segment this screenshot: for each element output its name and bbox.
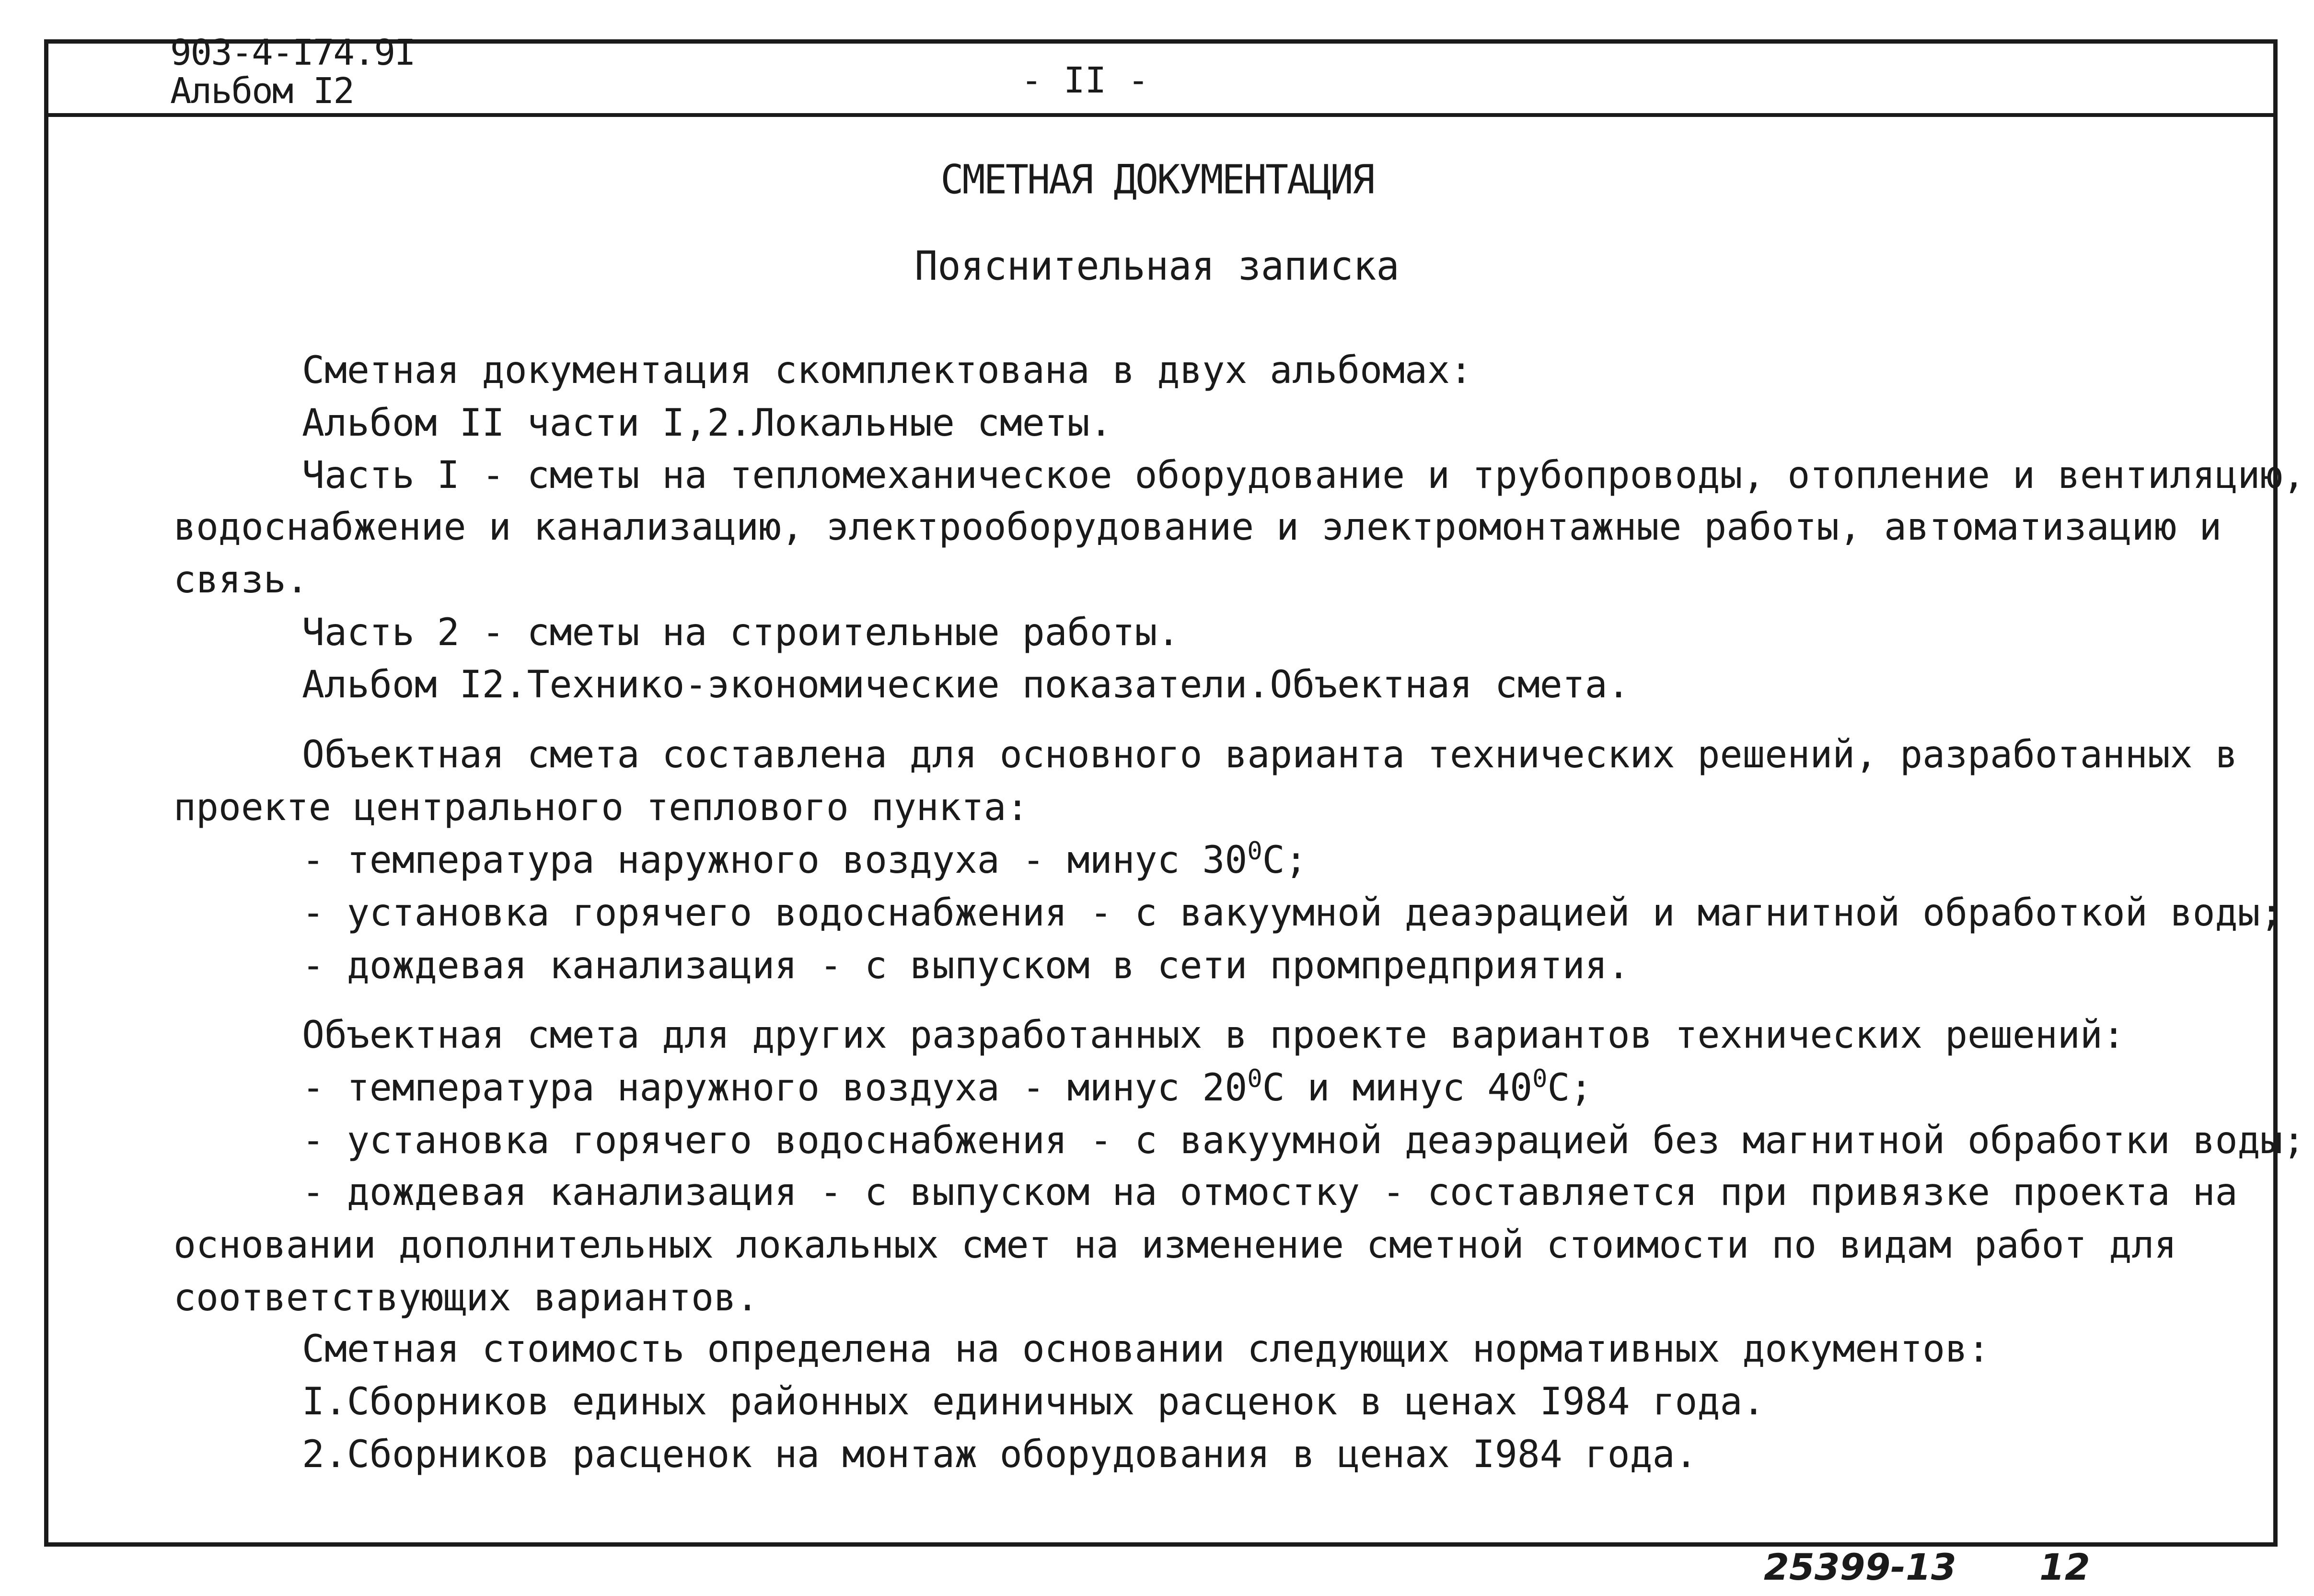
list-item xyxy=(302,1066,1592,1110)
paragraph-line: связь. xyxy=(174,558,309,601)
list-item-text: - температура наружного воздуха - минус 30 xyxy=(302,839,1248,882)
paragraph-line: соответствующих вариантов. xyxy=(174,1276,759,1319)
degree-sign: 0 xyxy=(1247,837,1262,866)
list-item: I.Сборников единых районных единичных расценок в ценах I984 года. xyxy=(302,1380,1765,1423)
document-subtitle: Пояснительная записка xyxy=(914,242,1400,289)
paragraph-line: проекте центрального теплового пункта: xyxy=(174,786,1029,829)
paragraph-line: Альбом I2.Технико-экономические показатели.Объектная смета. xyxy=(302,663,1630,706)
paragraph-line: водоснабжение и канализацию, электрооборудование и электромонтажные работы, автоматизацию и xyxy=(174,506,2222,549)
paragraph-line: Сметная документация скомплектована в двух альбомах: xyxy=(302,349,1472,392)
list-item: - дождевая канализация - с выпуском в сети промпредприятия. xyxy=(302,944,1630,987)
list-item-text: С и минус 40 xyxy=(1262,1066,1533,1110)
list-item: 2.Сборников расценок на монтаж оборудования в ценах I984 года. xyxy=(302,1433,1698,1476)
paragraph-line: основании дополнительных локальных смет на изменение сметной стоимости по видам работ для xyxy=(174,1224,2177,1267)
list-item-text: С; xyxy=(1547,1066,1593,1110)
list-item: - дождевая канализация - с выпуском на отмостку - составляется при привязке проекта на xyxy=(302,1171,2238,1214)
paragraph-line: Сметная стоимость определена на основании следующих нормативных документов: xyxy=(302,1328,1990,1371)
sheet-number-stamp: 12 xyxy=(2039,1546,2090,1588)
list-item: - установка горячего водоснабжения - с вакуумной деаэрацией и магнитной обработкой воды; xyxy=(302,891,2283,935)
list-item-text: С; xyxy=(1262,839,1307,882)
header-doc-info xyxy=(170,34,415,110)
list-item: - установка горячего водоснабжения - с вакуумной деаэрацией без магнитной обработки воды; xyxy=(302,1119,2305,1162)
album-label: Альбом I2 xyxy=(170,70,354,112)
degree-sign: 0 xyxy=(1247,1064,1262,1093)
list-item xyxy=(302,839,1307,882)
inventory-stamp-code: 25399-13 xyxy=(1764,1546,1956,1588)
paragraph-line: Часть 2 - сметы на строительные работы. xyxy=(302,611,1180,654)
doc-code: 903-4-I74.9I xyxy=(170,32,415,73)
paragraph-line: Объектная смета для других разработанных в проекте вариантов технических решений: xyxy=(302,1014,2125,1057)
document-title: СМЕТНАЯ ДОКУМЕНТАЦИЯ xyxy=(940,156,1374,203)
header-page-number: - II - xyxy=(1021,60,1149,101)
list-item-text: - температура наружного воздуха - минус 20 xyxy=(302,1066,1248,1110)
degree-sign: 0 xyxy=(1532,1064,1548,1093)
header-rule xyxy=(44,113,2278,117)
paragraph-line: Часть I - сметы на тепломеханическое оборудование и трубопроводы, отопление и вентиляцию, xyxy=(302,454,2305,497)
paragraph-line: Объектная смета составлена для основного варианта технических решений, разработанных в xyxy=(302,733,2238,776)
paragraph-line: Альбом II части I,2.Локальные сметы. xyxy=(302,402,1112,445)
